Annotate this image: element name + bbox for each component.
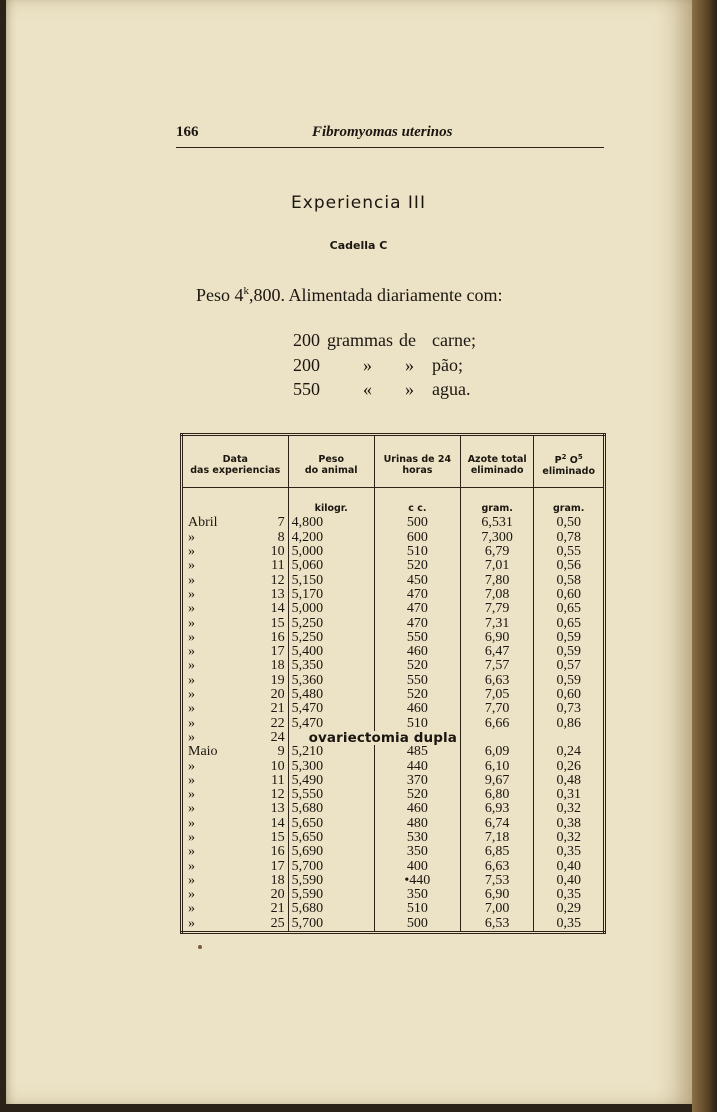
peso-cell: 5,350 [288, 659, 374, 673]
day: 12 [270, 572, 285, 588]
p2o5-cell: 0,59 [556, 672, 581, 688]
month: » [188, 701, 195, 717]
peso-cell: 5,060 [288, 559, 374, 573]
table-row [182, 531, 605, 545]
diet-quantity: 200 [293, 355, 320, 375]
azote-cell: 9,67 [460, 774, 533, 788]
table-row [182, 617, 605, 631]
table-row [182, 817, 605, 831]
p2o5-cell: 0,32 [556, 829, 581, 845]
azote-cell: 6,79 [460, 545, 533, 559]
month: » [188, 915, 195, 931]
p2o5-cell: 0,40 [556, 872, 581, 888]
date-cell [182, 860, 289, 874]
table-row [182, 917, 605, 933]
date-cell [182, 702, 289, 716]
urinas-cell: 520 [374, 688, 460, 702]
date-cell [182, 831, 289, 845]
month: » [188, 729, 195, 745]
p2o5-cell: 0,65 [556, 601, 581, 617]
date-cell [182, 774, 289, 788]
urinas-cell: 370 [374, 774, 460, 788]
day: 11 [271, 772, 285, 788]
header-date: Data das experiencias [182, 435, 289, 488]
month: » [188, 529, 195, 545]
day: 20 [270, 887, 285, 903]
month: » [188, 615, 195, 631]
table-row [182, 802, 605, 816]
urinas-cell: 480 [374, 817, 460, 831]
peso-cell: 5,680 [288, 802, 374, 816]
azote-cell: 7,00 [460, 902, 533, 916]
table-row [182, 545, 605, 559]
table-row [182, 588, 605, 602]
azote-cell: 6,90 [460, 631, 533, 645]
date-cell [182, 802, 289, 816]
month: » [188, 658, 195, 674]
date-cell [182, 516, 289, 530]
table-row [182, 902, 605, 916]
day: 10 [270, 758, 285, 774]
event-note: ovariectomia dupla [288, 731, 460, 745]
peso-cell: 5,590 [288, 888, 374, 902]
azote-cell: 6,66 [460, 717, 533, 731]
ink-speck [198, 945, 202, 949]
peso-cell: 5,470 [288, 717, 374, 731]
date-cell [182, 531, 289, 545]
table-row [182, 659, 605, 673]
peso-cell: 5,400 [288, 645, 374, 659]
azote-cell: 6,63 [460, 674, 533, 688]
p2o5-cell: 0,57 [556, 658, 581, 674]
header-urinas: Urinas de 24 horas [374, 435, 460, 488]
table-row [182, 559, 605, 573]
urinas-cell: 460 [374, 645, 460, 659]
unit-azote: gram. [460, 488, 533, 517]
date-cell [182, 688, 289, 702]
diet-preposition: de [399, 330, 416, 350]
month: » [188, 672, 195, 688]
experiment-title: Experiencia III [291, 193, 426, 213]
diet-quantity: 550 [293, 379, 320, 399]
table-row [182, 845, 605, 859]
date-cell [182, 659, 289, 673]
diet-unit: grammas [327, 330, 393, 350]
peso-cell: 5,250 [288, 617, 374, 631]
month: » [188, 772, 195, 788]
date-cell [182, 902, 289, 916]
table-row [182, 788, 605, 802]
p2o5-cell: 0,73 [556, 701, 581, 717]
date-cell [182, 617, 289, 631]
date-cell [182, 788, 289, 802]
urinas-cell: 550 [374, 674, 460, 688]
azote-cell: 6,47 [460, 645, 533, 659]
urinas-cell: 510 [374, 717, 460, 731]
date-cell [182, 845, 289, 859]
diet-unit: « [363, 379, 372, 399]
table-row [182, 631, 605, 645]
table-row [182, 702, 605, 716]
p2o5-cell: 0,40 [556, 858, 581, 874]
date-cell [182, 588, 289, 602]
day: 17 [270, 858, 285, 874]
peso-cell: 5,470 [288, 702, 374, 716]
p2o5-cell: 0,60 [556, 586, 581, 602]
azote-cell: 7,18 [460, 831, 533, 845]
table-row [182, 745, 605, 759]
peso-cell: 5,700 [288, 917, 374, 933]
month: » [188, 644, 195, 660]
table-header-row [182, 435, 605, 488]
urinas-cell: 470 [374, 617, 460, 631]
weight-unit: k [243, 285, 250, 297]
azote-cell: 6,90 [460, 888, 533, 902]
urinas-cell: 470 [374, 602, 460, 616]
date-cell [182, 888, 289, 902]
month: » [188, 629, 195, 645]
peso-cell: 5,300 [288, 760, 374, 774]
day: 21 [270, 701, 285, 717]
azote-cell: 6,80 [460, 788, 533, 802]
month: » [188, 829, 195, 845]
p2o5-cell: 0,60 [556, 687, 581, 703]
date-cell [182, 674, 289, 688]
month: » [188, 815, 195, 831]
day: 20 [270, 687, 285, 703]
day: 14 [270, 601, 285, 617]
date-cell [182, 545, 289, 559]
peso-cell: 5,000 [288, 545, 374, 559]
azote-cell: 6,74 [460, 817, 533, 831]
data-table [180, 433, 606, 934]
azote-cell: 7,01 [460, 559, 533, 573]
running-title: Fibromyomas uterinos [312, 124, 453, 140]
diet-item: pão; [432, 355, 463, 375]
p2o5-cell: 0,35 [556, 844, 581, 860]
day: 14 [270, 815, 285, 831]
p2o5-cell: 0,86 [556, 715, 581, 731]
peso-cell: 5,210 [288, 745, 374, 759]
urinas-cell: 460 [374, 802, 460, 816]
day: 7 [277, 515, 285, 531]
p2o5-cell: 0,59 [556, 629, 581, 645]
urinas-cell: 470 [374, 588, 460, 602]
month: » [188, 558, 195, 574]
table-row [182, 516, 605, 530]
day: 21 [270, 901, 285, 917]
day: 13 [270, 586, 285, 602]
p2o5-cell: 0,32 [556, 801, 581, 817]
date-cell [182, 731, 289, 745]
diet-item: carne; [432, 330, 476, 350]
date-cell [182, 631, 289, 645]
day: 22 [270, 715, 285, 731]
p2o5-cell: 0,78 [556, 529, 581, 545]
p2o5-cell: 0,24 [556, 744, 581, 760]
header-rule [176, 147, 604, 148]
urinas-cell: 485 [374, 745, 460, 759]
peso-cell: 5,690 [288, 845, 374, 859]
p2o5-cell: 0,59 [556, 644, 581, 660]
p2o5-cell: 0,65 [556, 615, 581, 631]
day: 18 [270, 872, 285, 888]
date-cell [182, 917, 289, 933]
table-row [182, 831, 605, 845]
table-row [182, 888, 605, 902]
units-row [182, 488, 605, 517]
month: » [188, 715, 195, 731]
month: » [188, 586, 195, 602]
p2o5-cell: 0,48 [556, 772, 581, 788]
azote-cell: 6,53 [460, 917, 533, 933]
p2o5-cell: 0,50 [556, 515, 581, 531]
azote-cell: 7,57 [460, 659, 533, 673]
azote-cell: 6,10 [460, 760, 533, 774]
peso-cell: 5,170 [288, 588, 374, 602]
azote-cell: 7,300 [460, 531, 533, 545]
month: » [188, 801, 195, 817]
peso-cell: 4,200 [288, 531, 374, 545]
table-row [182, 860, 605, 874]
peso-cell: 5,700 [288, 860, 374, 874]
p2o5-cell: 0,31 [556, 787, 581, 803]
urinas-cell: 450 [374, 574, 460, 588]
day: 8 [277, 529, 285, 545]
urinas-cell: 600 [374, 531, 460, 545]
table-row [182, 774, 605, 788]
peso-cell: 5,680 [288, 902, 374, 916]
table-row [182, 674, 605, 688]
month: » [188, 687, 195, 703]
azote-cell: 7,08 [460, 588, 533, 602]
page-edge [692, 0, 717, 1112]
date-cell [182, 717, 289, 731]
month: » [188, 887, 195, 903]
month: » [188, 901, 195, 917]
peso-cell: 5,360 [288, 674, 374, 688]
p2o5-cell: 0,26 [556, 758, 581, 774]
peso-cell: 5,650 [288, 817, 374, 831]
p2o5-cell: 0,38 [556, 815, 581, 831]
p2o5-cell: 0,35 [556, 887, 581, 903]
table-row [182, 574, 605, 588]
diet-unit: » [363, 355, 372, 375]
urinas-cell: 520 [374, 659, 460, 673]
day: 19 [270, 672, 285, 688]
month: Abril [188, 515, 218, 531]
date-cell [182, 559, 289, 573]
table-row [182, 688, 605, 702]
header-azote: Azote total eliminado [460, 435, 533, 488]
p2o5-cell: 0,58 [556, 572, 581, 588]
month: » [188, 601, 195, 617]
peso-cell: 5,490 [288, 774, 374, 788]
urinas-cell: •440 [374, 874, 460, 888]
day: 10 [270, 544, 285, 560]
azote-cell: 6,09 [460, 745, 533, 759]
day: 12 [270, 787, 285, 803]
weight-prefix: Peso 4 [196, 285, 244, 305]
peso-cell: 5,650 [288, 831, 374, 845]
day: 17 [270, 644, 285, 660]
date-cell [182, 602, 289, 616]
header-peso: Peso do animal [288, 435, 374, 488]
diet-intro [196, 285, 502, 306]
peso-cell: 5,550 [288, 788, 374, 802]
diet-preposition: » [405, 355, 414, 375]
month: » [188, 872, 195, 888]
day: 15 [270, 615, 285, 631]
date-cell [182, 760, 289, 774]
azote-cell: 7,80 [460, 574, 533, 588]
month: » [188, 572, 195, 588]
urinas-cell: 350 [374, 845, 460, 859]
month: Maio [188, 744, 218, 760]
day: 15 [270, 829, 285, 845]
peso-cell: 5,000 [288, 602, 374, 616]
date-cell [182, 574, 289, 588]
event-row [182, 731, 605, 745]
date-cell [182, 817, 289, 831]
month: » [188, 787, 195, 803]
azote-cell: 6,85 [460, 845, 533, 859]
day: 9 [277, 744, 285, 760]
urinas-cell: 550 [374, 631, 460, 645]
day: 18 [270, 658, 285, 674]
diet-preposition: » [405, 379, 414, 399]
diet-item: agua. [432, 379, 471, 399]
table-row [182, 874, 605, 888]
month: » [188, 758, 195, 774]
table-row [182, 645, 605, 659]
day: 16 [270, 629, 285, 645]
unit-peso: kilogr. [288, 488, 374, 517]
urinas-cell: 520 [374, 788, 460, 802]
urinas-cell: 460 [374, 702, 460, 716]
p2o5-cell: 0,29 [556, 901, 581, 917]
urinas-cell: 400 [374, 860, 460, 874]
month: » [188, 844, 195, 860]
peso-cell: 5,250 [288, 631, 374, 645]
urinas-cell: 510 [374, 902, 460, 916]
azote-cell: 6,63 [460, 860, 533, 874]
day: 13 [270, 801, 285, 817]
unit-p: gram. [553, 503, 585, 515]
month: » [188, 544, 195, 560]
urinas-cell: 500 [374, 516, 460, 530]
azote-cell: 7,53 [460, 874, 533, 888]
urinas-cell: 440 [374, 760, 460, 774]
weight-suffix: ,800. Alimentada diariamente com: [249, 285, 503, 305]
diet-quantity: 200 [293, 330, 320, 350]
peso-cell: 5,480 [288, 688, 374, 702]
peso-cell: 5,150 [288, 574, 374, 588]
day: 16 [270, 844, 285, 860]
azote-cell: 7,05 [460, 688, 533, 702]
date-cell [182, 745, 289, 759]
month: » [188, 858, 195, 874]
azote-cell: 6,93 [460, 802, 533, 816]
page-number: 166 [176, 124, 199, 140]
urinas-cell: 510 [374, 545, 460, 559]
azote-cell: 7,31 [460, 617, 533, 631]
urinas-cell: 530 [374, 831, 460, 845]
header-p2o5: $P^2$ $O^5$ eliminado [534, 435, 605, 488]
day: 25 [270, 915, 285, 931]
unit-urinas: c c. [374, 488, 460, 517]
peso-cell: 4,800 [288, 516, 374, 530]
urinas-cell: 520 [374, 559, 460, 573]
urinas-cell: 500 [374, 917, 460, 933]
table-row [182, 717, 605, 731]
azote-cell: 7,79 [460, 602, 533, 616]
date-cell [182, 645, 289, 659]
p2o5-cell: 0,55 [556, 544, 581, 560]
day: 11 [271, 558, 285, 574]
day: 24 [270, 729, 285, 745]
urinas-cell: 350 [374, 888, 460, 902]
experiment-subject: Cadella C [329, 239, 388, 252]
peso-cell: 5,590 [288, 874, 374, 888]
date-cell [182, 874, 289, 888]
table-row [182, 602, 605, 616]
p2o5-cell: 0,35 [556, 915, 581, 931]
table-row [182, 760, 605, 774]
p2o5-cell: 0,56 [556, 558, 581, 574]
azote-cell: 7,70 [460, 702, 533, 716]
azote-cell: 6,531 [460, 516, 533, 530]
